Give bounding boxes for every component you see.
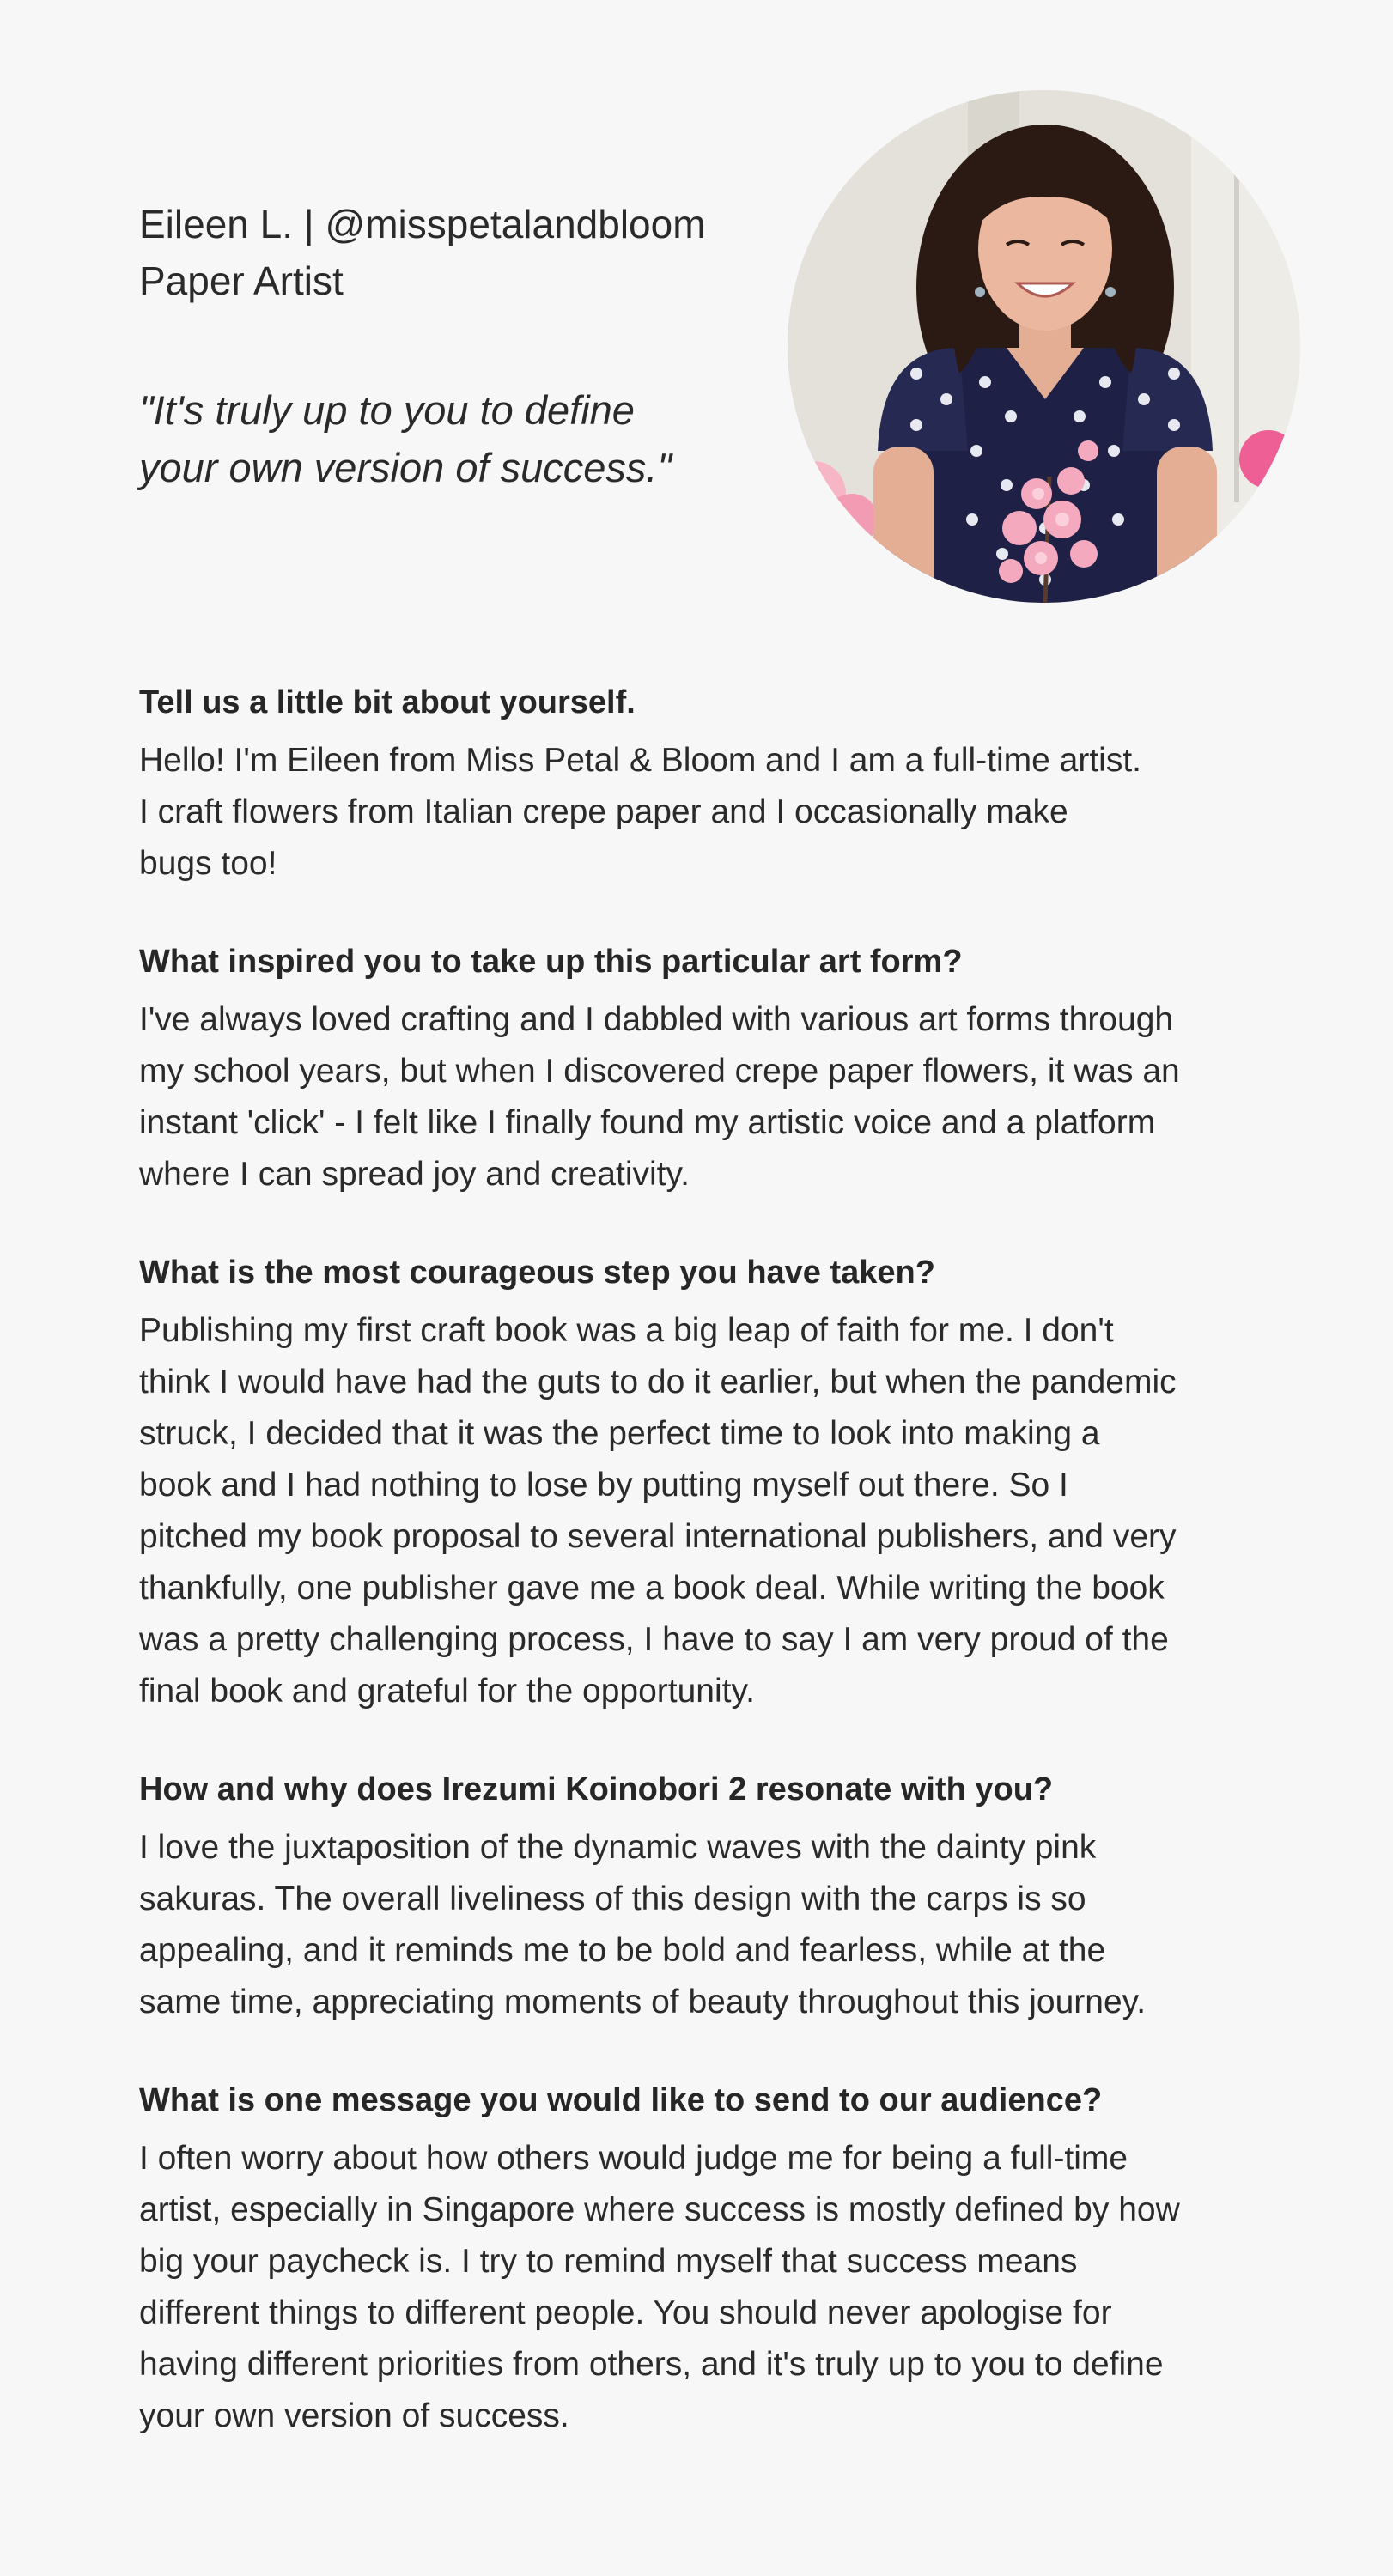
question-heading: What inspired you to take up this particular art form? bbox=[139, 944, 963, 980]
pull-quote-line: "It's truly up to you to define bbox=[139, 387, 635, 433]
answer-text bbox=[139, 1822, 1256, 2028]
pull-quote bbox=[139, 381, 757, 496]
answer-line: instant 'click' - I felt like I finally found my artistic voice and a platform bbox=[139, 1104, 1156, 1141]
portrait-illustration bbox=[788, 90, 1300, 603]
qa-item bbox=[139, 1249, 1256, 1717]
answer-line: book and I had nothing to lose by putting myself out there. So I bbox=[139, 1467, 1068, 1504]
answer-line: big your paycheck is. I try to remind myself that success means bbox=[139, 2243, 1078, 2280]
question-heading: Tell us a little bit about yourself. bbox=[139, 684, 636, 720]
answer-line: pitched my book proposal to several international publishers, and very bbox=[139, 1518, 1177, 1555]
qa-item bbox=[139, 678, 1256, 890]
answer-line: final book and grateful for the opportunity. bbox=[139, 1673, 755, 1710]
answer-line: bugs too! bbox=[139, 845, 277, 882]
profile-header bbox=[139, 196, 740, 309]
answer-text bbox=[139, 994, 1256, 1200]
question-heading: How and why does Irezumi Koinobori 2 resonate with you? bbox=[139, 1771, 1054, 1807]
qa-item bbox=[139, 2076, 1256, 2442]
artist-role: Paper Artist bbox=[139, 258, 344, 303]
portrait-photo bbox=[788, 90, 1300, 603]
answer-line: your own version of success. bbox=[139, 2397, 569, 2434]
answer-line: I often worry about how others would judge me for being a full-time bbox=[139, 2140, 1128, 2177]
answer-line: different things to different people. You should never apologise for bbox=[139, 2294, 1112, 2331]
question-heading: What is one message you would like to send to our audience? bbox=[139, 2082, 1103, 2118]
answer-line: Hello! I'm Eileen from Miss Petal & Bloom and I am a full-time artist. bbox=[139, 742, 1141, 779]
answer-line: having different priorities from others, and it's truly up to you to define bbox=[139, 2346, 1164, 2383]
answer-line: I love the juxtaposition of the dynamic waves with the dainty pink bbox=[139, 1829, 1097, 1866]
artist-name: Eileen L. | @misspetalandbloom bbox=[139, 202, 706, 246]
answer-line: Publishing my first craft book was a big leap of faith for me. I don't bbox=[139, 1312, 1114, 1349]
answer-line: same time, appreciating moments of beauty throughout this journey. bbox=[139, 1984, 1147, 2020]
answer-line: my school years, but when I discovered crepe paper flowers, it was an bbox=[139, 1053, 1180, 1090]
answer-text bbox=[139, 735, 1256, 890]
answer-text bbox=[139, 1305, 1256, 1717]
answer-line: struck, I decided that it was the perfect time to look into making a bbox=[139, 1415, 1100, 1452]
answer-text bbox=[139, 2133, 1256, 2442]
qa-item bbox=[139, 938, 1256, 1200]
pull-quote-line: your own version of success." bbox=[139, 445, 672, 490]
answer-line: sakuras. The overall liveliness of this design with the carps is so bbox=[139, 1880, 1086, 1917]
answer-line: was a pretty challenging process, I have to say I am very proud of the bbox=[139, 1621, 1169, 1658]
question-heading: What is the most courageous step you have taken? bbox=[139, 1255, 935, 1291]
answer-line: thankfully, one publisher gave me a book deal. While writing the book bbox=[139, 1570, 1165, 1607]
answer-line: artist, especially in Singapore where success is mostly defined by how bbox=[139, 2191, 1180, 2228]
answer-line: appealing, and it reminds me to be bold and fearless, while at the bbox=[139, 1932, 1106, 1969]
answer-line: where I can spread joy and creativity. bbox=[139, 1156, 690, 1193]
interview-qa bbox=[139, 678, 1256, 2490]
answer-line: I craft flowers from Italian crepe paper and I occasionally make bbox=[139, 793, 1068, 830]
qa-item bbox=[139, 1765, 1256, 2028]
answer-line: think I would have had the guts to do it earlier, but when the pandemic bbox=[139, 1364, 1177, 1400]
answer-line: I've always loved crafting and I dabbled with various art forms through bbox=[139, 1001, 1174, 1038]
